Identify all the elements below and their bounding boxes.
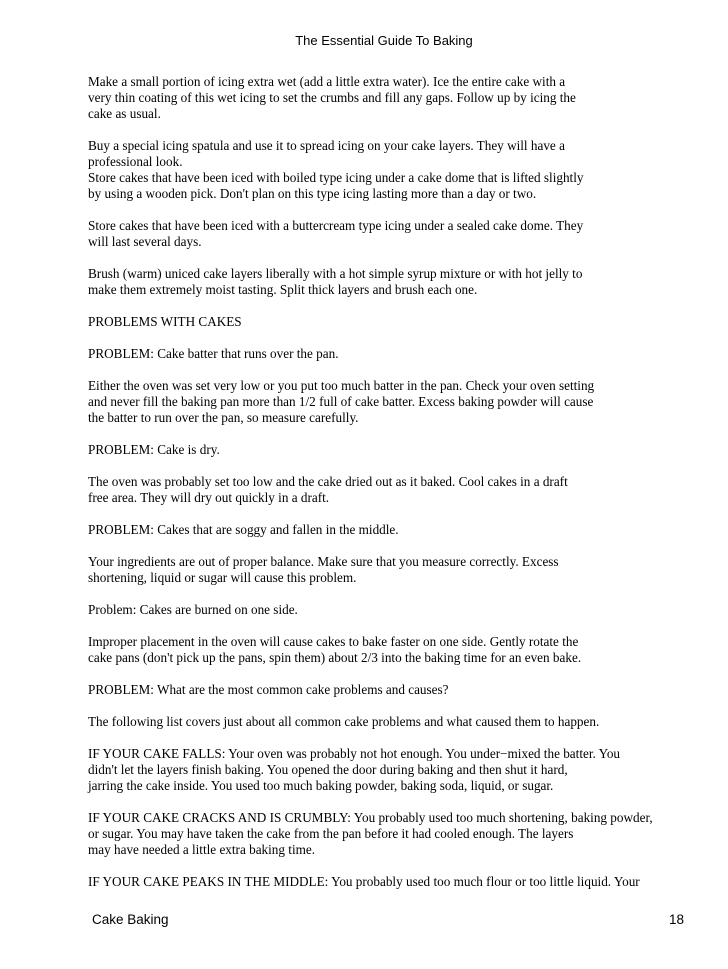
text-line: PROBLEM: Cakes that are soggy and fallen in the middle.	[88, 522, 399, 537]
text-line: PROBLEM: What are the most common cake problems and causes?	[88, 682, 449, 697]
text-line: PROBLEM: Cake batter that runs over the pan.	[88, 346, 339, 361]
text-line: Improper placement in the oven will cause cakes to bake faster on one side. Gently rotate the	[88, 634, 579, 649]
text-line: by using a wooden pick. Don't plan on this type icing lasting more than a day or two.	[88, 186, 537, 201]
text-line: professional look.	[88, 154, 183, 169]
paragraph-gap	[88, 426, 688, 442]
text-line: PROBLEM: Cake is dry.	[88, 442, 220, 457]
paragraph-gap	[88, 298, 688, 314]
text-line: may have needed a little extra baking time.	[88, 842, 316, 857]
text-line: Store cakes that have been iced with boiled type icing under a cake dome that is lifted slightly	[88, 170, 584, 185]
paragraph-gap	[88, 666, 688, 682]
page-header-title: The Essential Guide To Baking	[295, 33, 473, 48]
paragraph-gap	[88, 362, 688, 378]
text-line: shortening, liquid or sugar will cause this problem.	[88, 570, 357, 585]
text-line: will last several days.	[88, 234, 202, 249]
text-line: free area. They will dry out quickly in a draft.	[88, 490, 330, 505]
text-line: Your ingredients are out of proper balance. Make sure that you measure correctly. Excess	[88, 554, 559, 569]
text-line: very thin coating of this wet icing to set the crumbs and fill any gaps. Follow up by icing the	[88, 90, 576, 105]
text-line: PROBLEMS WITH CAKES	[88, 314, 242, 329]
text-line: Brush (warm) uniced cake layers liberally with a hot simple syrup mixture or with hot jelly to	[88, 266, 583, 281]
paragraph-gap	[88, 618, 688, 634]
footer-book-title: Cake Baking	[92, 912, 169, 927]
paragraph-gap	[88, 538, 688, 554]
text-line: Either the oven was set very low or you put too much batter in the pan. Check your oven setting	[88, 378, 595, 393]
paragraph-gap	[88, 458, 688, 474]
text-line: Make a small portion of icing extra wet (add a little extra water). Ice the entire cake with a	[88, 74, 566, 89]
paragraph-gap	[88, 330, 688, 346]
text-line: and never fill the baking pan more than 1/2 full of cake batter. Excess baking powder will cause	[88, 394, 594, 409]
paragraph-gap	[88, 730, 688, 746]
page-body	[88, 74, 688, 890]
paragraph-gap	[88, 250, 688, 266]
text-line: IF YOUR CAKE PEAKS IN THE MIDDLE: You probably used too much flour or too little liquid. Your	[88, 874, 640, 889]
paragraph-gap	[88, 506, 688, 522]
page-number: 18	[668, 912, 684, 927]
text-line: The oven was probably set too low and the cake dried out as it baked. Cool cakes in a draft	[88, 474, 568, 489]
text-line: IF YOUR CAKE FALLS: Your oven was probably not hot enough. You under−mixed the batter. You	[88, 746, 621, 761]
text-line: jarring the cake inside. You used too much baking powder, baking soda, liquid, or sugar.	[88, 778, 554, 793]
text-line: Problem: Cakes are burned on one side.	[88, 602, 298, 617]
paragraph-gap	[88, 858, 688, 874]
text-line: cake as usual.	[88, 106, 161, 121]
text-line: Buy a special icing spatula and use it to spread icing on your cake layers. They will have a	[88, 138, 565, 153]
text-line: IF YOUR CAKE CRACKS AND IS CRUMBLY: You probably used too much shortening, baking powder,	[88, 810, 653, 825]
paragraph-gap	[88, 586, 688, 602]
paragraph-gap	[88, 202, 688, 218]
text-line: the batter to run over the pan, so measure carefully.	[88, 410, 359, 425]
text-line: or sugar. You may have taken the cake from the pan before it had cooled enough. The layers	[88, 826, 574, 841]
paragraph-gap	[88, 794, 688, 810]
text-line: cake pans (don't pick up the pans, spin them) about 2/3 into the baking time for an even bake.	[88, 650, 582, 665]
text-line: make them extremely moist tasting. Split thick layers and brush each one.	[88, 282, 478, 297]
text-line: Store cakes that have been iced with a buttercream type icing under a sealed cake dome. They	[88, 218, 584, 233]
paragraph-gap	[88, 122, 688, 138]
text-line: The following list covers just about all common cake problems and what caused them to happen.	[88, 714, 600, 729]
text-line: didn't let the layers finish baking. You opened the door during baking and then shut it hard,	[88, 762, 568, 777]
paragraph-gap	[88, 698, 688, 714]
